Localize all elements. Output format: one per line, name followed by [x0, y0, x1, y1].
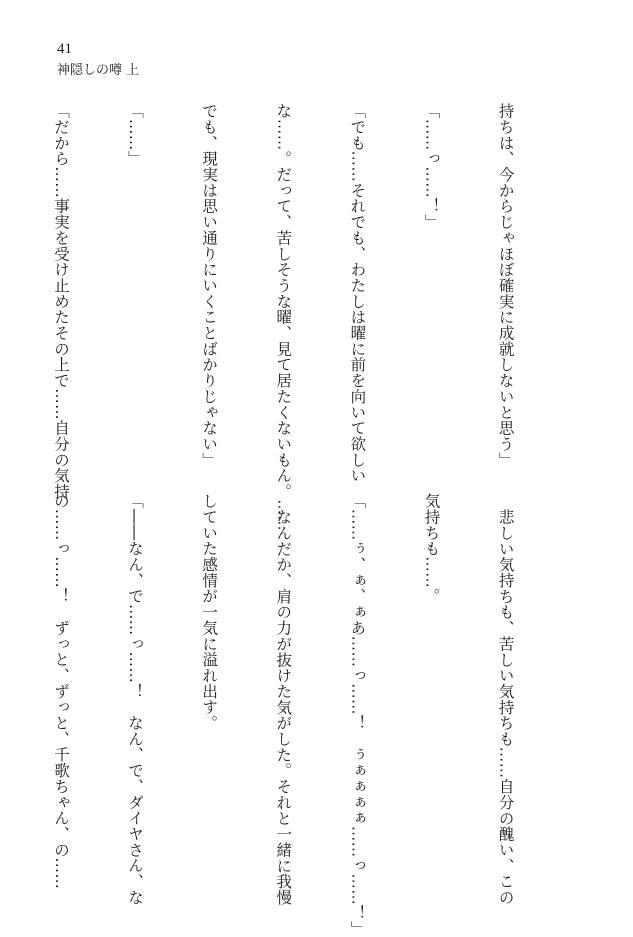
text-block-top: [0, 103, 567, 531]
text-line: なんだか、肩の力が抜けた気がした。それと一緒に我慢: [274, 508, 293, 905]
text-line: でも、現実は思い通りにいくことばかりじゃない」: [200, 103, 219, 468]
text-line: 気持ちも……。: [422, 493, 441, 604]
text-line: 「――なん、で……っ……！ なん、で、ダイヤさん、な: [126, 493, 145, 906]
text-line: な……。だって、苦しそうな曜、見て居たくないもん。……: [274, 103, 293, 531]
running-title: 神隠しの噂 上: [57, 63, 140, 78]
text-line: 「……」: [126, 103, 145, 167]
text-line: 悲しい気持ちも、苦しい気持ちも……自分の醜い、この: [496, 508, 515, 905]
text-block-bottom: [0, 493, 567, 937]
page-number: 41: [57, 41, 72, 57]
text-line: していた感情が一気に溢れ出す。: [200, 493, 219, 731]
text-line: 持ちは、今からじゃほぼ確実に成就しないと思う」: [496, 103, 515, 468]
text-line: 「……っ……！」: [422, 103, 441, 230]
text-line: 「……ぅ、ぁ、ぁあ……っ……！ ぅぁぁぁぁ……っ……！」: [348, 493, 367, 937]
text-line: の……っ……！ ずっと、ずっと、千歌ちゃん、の……: [51, 493, 70, 890]
text-line: 「でも……それでも、わたしは曜に前を向いて欲しい: [348, 103, 367, 484]
text-line: 「だから……事実を受け止めたその上で……自分の気持: [51, 103, 70, 500]
